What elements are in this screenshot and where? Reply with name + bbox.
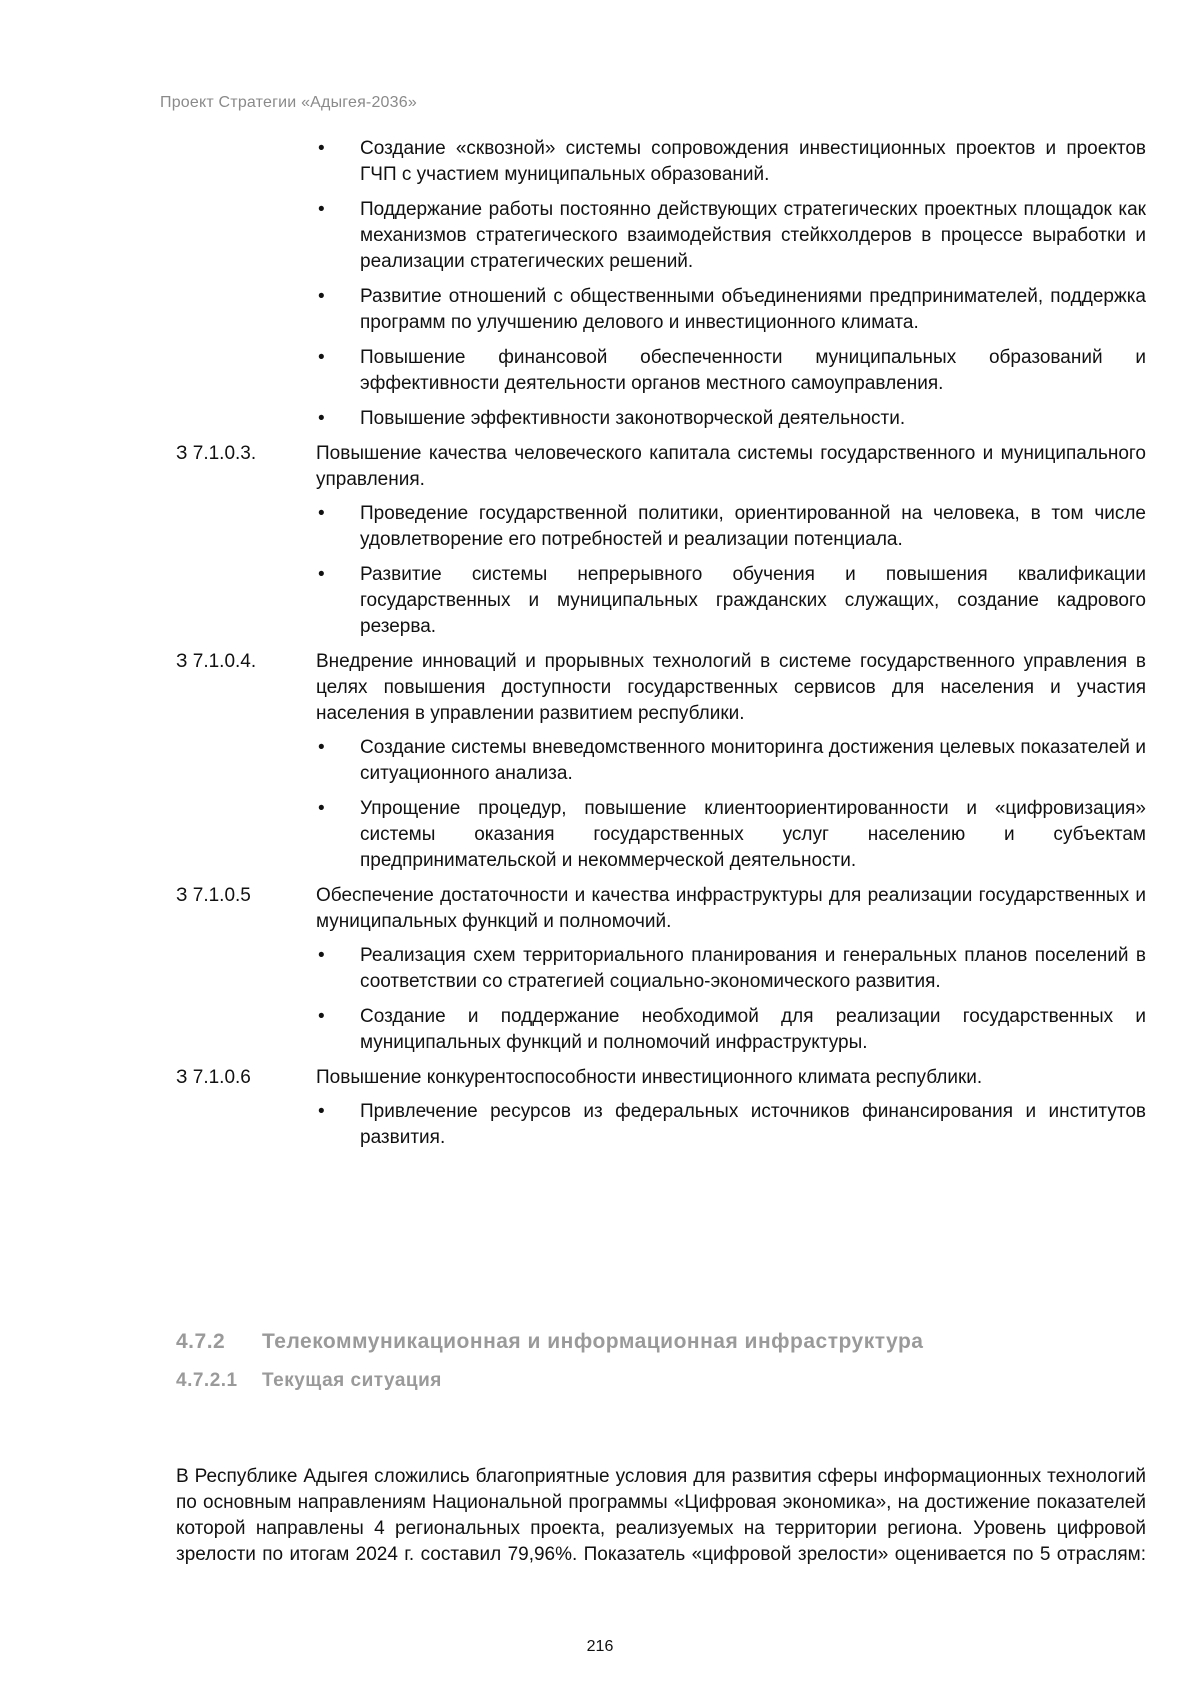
list-item: • Поддержание работы постоянно действующих стратегических проектных площадок как механизмов стратегического взаимодействия стейкхолдеров в процессе выработки и реализации стратегических решений. — [176, 197, 1146, 275]
bullet-list — [176, 501, 1146, 640]
item-number: З 7.1.0.6 — [176, 1067, 251, 1088]
list-item: • Реализация схем территориального планирования и генеральных планов поселений в соответствии со стратегией социально-экономического развития. — [176, 943, 1146, 995]
item-number: З 7.1.0.4. — [176, 651, 257, 672]
subsection-heading-title: Текущая ситуация — [262, 1370, 442, 1391]
bullet-list-a — [176, 136, 1146, 432]
page-number: 216 — [586, 1638, 614, 1655]
numbered-item — [176, 883, 1146, 935]
list-item: • Привлечение ресурсов из федеральных источников финансирования и институтов развития. — [176, 1099, 1146, 1151]
bullet-list — [176, 943, 1146, 1056]
section-heading — [176, 1330, 923, 1354]
bullet-list — [176, 735, 1146, 874]
numbered-item — [176, 649, 1146, 727]
item-number: З 7.1.0.3. — [176, 443, 257, 464]
numbered-item — [176, 1065, 1146, 1091]
document-header: Проект Стратегии «Адыгея-2036» — [160, 94, 417, 111]
list-item: • Повышение финансовой обеспеченности муниципальных образований и эффективности деятельности органов местного самоуправления. — [176, 345, 1146, 397]
body-paragraph: В Республике Адыгея сложились благоприятные условия для развития сферы информационных технологий по основным направлениям Национальной программы «Цифровая экономика», на достижение показателей которой направлены 4 региональных проекта, реализуемых на территории региона. Уровень цифровой зрелости по итогам 2024 г. составил 79,96%. Показатель «цифровой зрелости» оценивается по 5 отраслям: — [176, 1466, 1146, 1565]
list-item: • Создание и поддержание необходимой для реализации государственных и муниципальных функций и полномочий инфраструктуры. — [176, 1004, 1146, 1056]
list-item: • Проведение государственной политики, ориентированной на человека, в том числе удовлетворение его потребностей и реализации потенциала. — [176, 501, 1146, 553]
list-item: • Развитие отношений с общественными объединениями предпринимателей, поддержка программ по улучшению делового и инвестиционного климата. — [176, 284, 1146, 336]
subsection-heading-number: 4.7.2.1 — [176, 1370, 238, 1391]
list-item: • Упрощение процедур, повышение клиентоориентированности и «цифровизация» системы оказания государственных услуг населению и субъектам предпринимательской и некоммерческой деятельности. — [176, 796, 1146, 874]
item-number: З 7.1.0.5 — [176, 885, 251, 906]
document-body — [176, 136, 1146, 1160]
section-heading-title: Телекоммуникационная и информационная инфраструктура — [262, 1330, 924, 1353]
list-item: • Повышение эффективности законотворческой деятельности. — [176, 406, 1146, 432]
item-text: Обеспечение достаточности и качества инфраструктуры для реализации государственных и муниципальных функций и полномочий. — [316, 885, 1146, 932]
section-heading-number: 4.7.2 — [176, 1330, 226, 1353]
bullet-list — [176, 1099, 1146, 1151]
list-item: • Развитие системы непрерывного обучения и повышения квалификации государственных и муниципальных гражданских служащих, создание кадрового резерва. — [176, 562, 1146, 640]
numbered-item — [176, 441, 1146, 493]
item-text: Повышение конкурентоспособности инвестиционного климата республики. — [316, 1067, 983, 1088]
item-text: Внедрение инноваций и прорывных технологий в системе государственного управления в целях повышения доступности государственных сервисов для населения и участия населения в управлении развитием республики. — [316, 651, 1146, 724]
list-item: • Создание «сквозной» системы сопровождения инвестиционных проектов и проектов ГЧП с участием муниципальных образований. — [176, 136, 1146, 188]
item-text: Повышение качества человеческого капитала системы государственного и муниципального управления. — [316, 443, 1146, 490]
list-item: • Создание системы вневедомственного мониторинга достижения целевых показателей и ситуационного анализа. — [176, 735, 1146, 787]
subsection-heading — [176, 1370, 442, 1392]
